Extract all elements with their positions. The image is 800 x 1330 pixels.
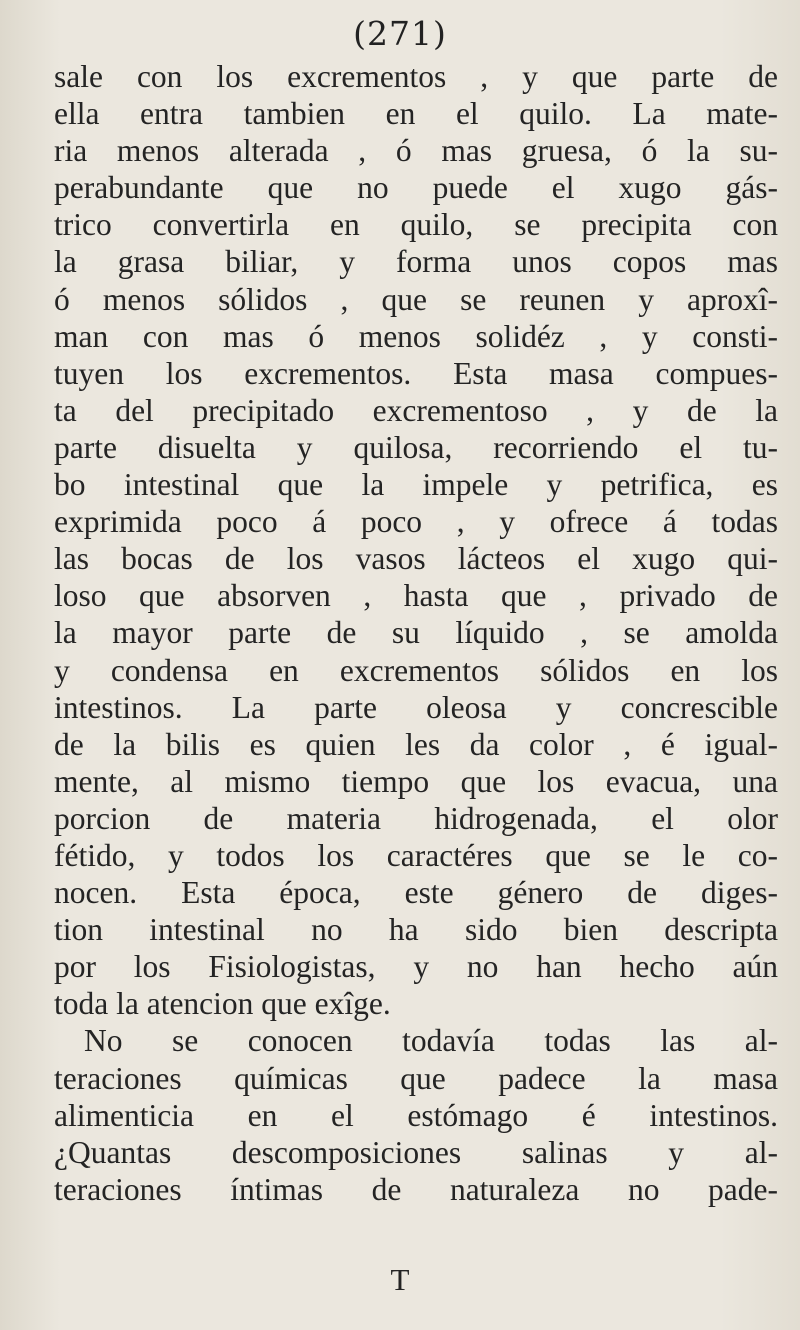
text-line: perabundante que no puede el xugo gás- [54, 170, 778, 206]
text-line: porcion de materia hidrogenada, el olor [54, 800, 778, 836]
text-line: man con mas ó menos solidéz , y consti- [54, 318, 778, 354]
text-line: de la bilis es quien les da color , é igual- [54, 726, 778, 762]
paragraph-end-line: toda la atencion que exîge. [54, 986, 391, 1022]
text-line: alimenticia en el estómago é intestinos. [54, 1097, 778, 1133]
text-line: nocen. Esta época, este género de diges- [54, 875, 778, 911]
text-line: intestinos. La parte oleosa y concrescible [54, 689, 778, 725]
text-line: la mayor parte de su líquido , se amolda [54, 615, 778, 651]
text-line: sale con los excrementos , y que parte de [54, 59, 778, 94]
text-line: tuyen los excrementos. Esta masa compues- [54, 355, 778, 391]
text-line: exprimida poco á poco , y ofrece á todas [54, 504, 778, 540]
text-line: loso que absorven , hasta que , privado de [54, 578, 778, 614]
text-line: bo intestinal que la impele y petrifica, es [54, 467, 778, 503]
text-line: teraciones químicas que padece la masa [54, 1060, 778, 1096]
text-line: y condensa en excrementos sólidos en los [54, 652, 778, 688]
text-line: ria menos alterada , ó mas gruesa, ó la su- [54, 133, 778, 169]
text-line: mente, al mismo tiempo que los evacua, una [54, 763, 778, 799]
text-line: tion intestinal no ha sido bien descripta [54, 912, 778, 948]
text-line: teraciones íntimas de naturaleza no pade- [54, 1171, 778, 1207]
text-line: trico convertirla en quilo, se precipita con [54, 207, 778, 243]
text-line: por los Fisiologistas, y no han hecho aún [54, 949, 778, 985]
text-line: parte disuelta y quilosa, recorriendo el tu- [54, 429, 778, 465]
text-line: fétido, y todos los caractéres que se le co- [54, 837, 778, 873]
text-line: ta del precipitado excrementoso , y de la [54, 392, 778, 428]
text-line: ella entra tambien en el quilo. La mate- [54, 96, 778, 132]
text-line: ó menos sólidos , que se reunen y aproxî- [54, 281, 778, 317]
text-line: las bocas de los vasos lácteos el xugo qui- [54, 541, 778, 577]
catchword: T [390, 1262, 410, 1297]
text-line: la grasa biliar, y forma unos copos mas [54, 244, 778, 280]
page-number: (271) [353, 14, 447, 53]
paragraph-start-line: No se conocen todavía todas las al- [84, 1023, 778, 1059]
text-line: ¿Quantas descomposiciones salinas y al- [54, 1134, 778, 1170]
body-text [54, 58, 778, 1208]
